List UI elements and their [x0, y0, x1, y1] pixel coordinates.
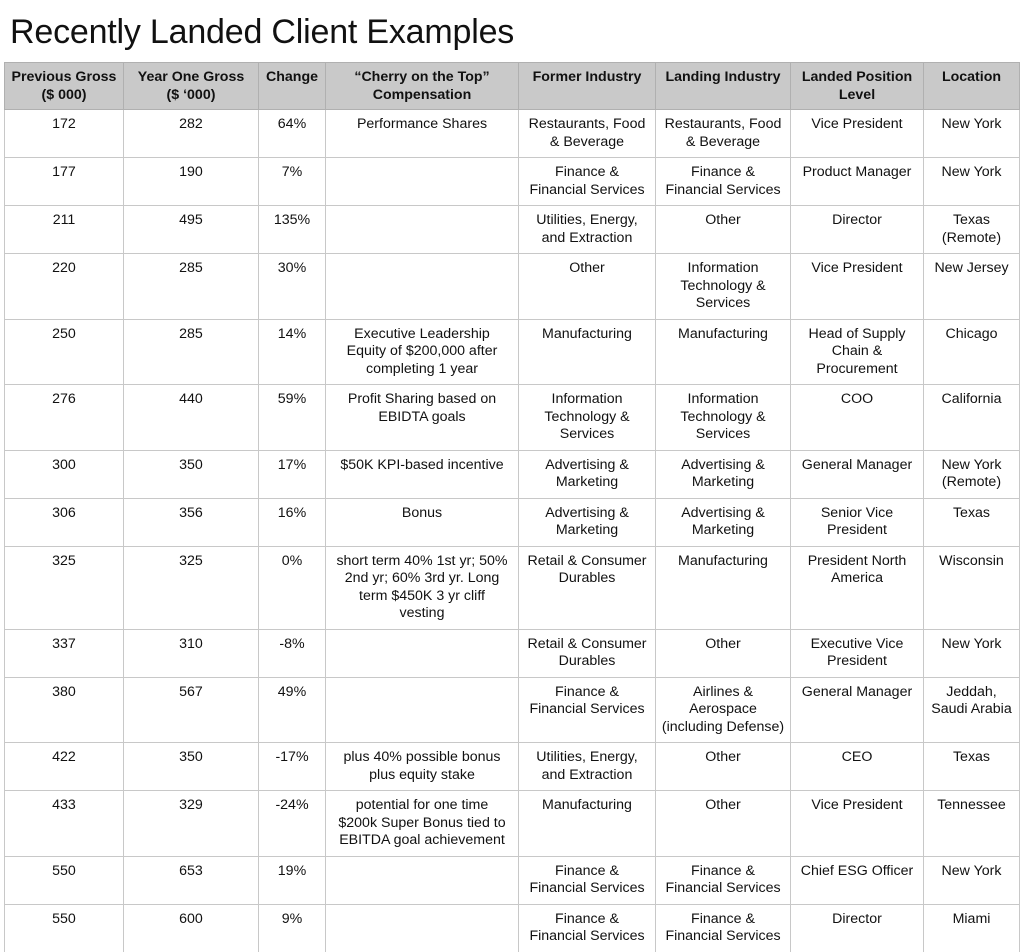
- cell-position-level: Director: [791, 206, 924, 254]
- cell-change: 64%: [259, 110, 326, 158]
- table-row: [5, 791, 1020, 857]
- cell-former-industry: Finance & Financial Services: [519, 904, 656, 952]
- table-row: [5, 450, 1020, 498]
- cell-position-level: Product Manager: [791, 158, 924, 206]
- cell-compensation: Executive Leadership Equity of $200,000 after completing 1 year: [326, 319, 519, 385]
- cell-year-one-gross: 440: [124, 385, 259, 451]
- cell-previous-gross: 177: [5, 158, 124, 206]
- cell-position-level: CEO: [791, 743, 924, 791]
- cell-year-one-gross: 567: [124, 677, 259, 743]
- cell-year-one-gross: 285: [124, 254, 259, 320]
- column-header-location: Location: [924, 63, 1020, 110]
- cell-former-industry: Utilities, Energy, and Extraction: [519, 206, 656, 254]
- cell-previous-gross: 422: [5, 743, 124, 791]
- cell-year-one-gross: 350: [124, 450, 259, 498]
- cell-previous-gross: 276: [5, 385, 124, 451]
- cell-year-one-gross: 190: [124, 158, 259, 206]
- table-row: [5, 206, 1020, 254]
- column-header-position-level: Landed Position Level: [791, 63, 924, 110]
- page-title: Recently Landed Client Examples: [10, 13, 515, 51]
- cell-position-level: Vice President: [791, 110, 924, 158]
- cell-former-industry: Advertising & Marketing: [519, 450, 656, 498]
- cell-position-level: Director: [791, 904, 924, 952]
- cell-previous-gross: 211: [5, 206, 124, 254]
- cell-location: New York (Remote): [924, 450, 1020, 498]
- cell-year-one-gross: 356: [124, 498, 259, 546]
- cell-previous-gross: 433: [5, 791, 124, 857]
- cell-landing-industry: Manufacturing: [656, 319, 791, 385]
- cell-change: 0%: [259, 546, 326, 629]
- cell-former-industry: Restaurants, Food & Beverage: [519, 110, 656, 158]
- cell-compensation: [326, 158, 519, 206]
- cell-year-one-gross: 495: [124, 206, 259, 254]
- cell-year-one-gross: 350: [124, 743, 259, 791]
- cell-change: 49%: [259, 677, 326, 743]
- cell-compensation: [326, 629, 519, 677]
- column-header-year-one-gross: Year One Gross ($ ‘000): [124, 63, 259, 110]
- cell-year-one-gross: 600: [124, 904, 259, 952]
- cell-landing-industry: Other: [656, 206, 791, 254]
- cell-previous-gross: 337: [5, 629, 124, 677]
- cell-landing-industry: Finance & Financial Services: [656, 856, 791, 904]
- cell-change: 19%: [259, 856, 326, 904]
- cell-position-level: Senior Vice President: [791, 498, 924, 546]
- cell-location: New Jersey: [924, 254, 1020, 320]
- cell-landing-industry: Advertising & Marketing: [656, 450, 791, 498]
- cell-former-industry: Retail & Consumer Durables: [519, 629, 656, 677]
- cell-landing-industry: Information Technology & Services: [656, 254, 791, 320]
- cell-former-industry: Finance & Financial Services: [519, 856, 656, 904]
- cell-previous-gross: 172: [5, 110, 124, 158]
- cell-compensation: Profit Sharing based on EBIDTA goals: [326, 385, 519, 451]
- cell-position-level: Executive Vice President: [791, 629, 924, 677]
- cell-landing-industry: Restaurants, Food & Beverage: [656, 110, 791, 158]
- cell-change: 16%: [259, 498, 326, 546]
- table-row: [5, 546, 1020, 629]
- cell-position-level: COO: [791, 385, 924, 451]
- cell-position-level: General Manager: [791, 677, 924, 743]
- cell-previous-gross: 220: [5, 254, 124, 320]
- cell-compensation: Bonus: [326, 498, 519, 546]
- cell-compensation: [326, 677, 519, 743]
- cell-previous-gross: 550: [5, 904, 124, 952]
- cell-landing-industry: Manufacturing: [656, 546, 791, 629]
- table-row: [5, 629, 1020, 677]
- client-examples-table: [4, 62, 1020, 952]
- cell-year-one-gross: 310: [124, 629, 259, 677]
- table-row: [5, 856, 1020, 904]
- cell-compensation: Performance Shares: [326, 110, 519, 158]
- cell-location: New York: [924, 629, 1020, 677]
- cell-landing-industry: Advertising & Marketing: [656, 498, 791, 546]
- cell-landing-industry: Other: [656, 743, 791, 791]
- cell-compensation: [326, 206, 519, 254]
- cell-change: 135%: [259, 206, 326, 254]
- cell-change: -24%: [259, 791, 326, 857]
- cell-landing-industry: Finance & Financial Services: [656, 904, 791, 952]
- cell-previous-gross: 380: [5, 677, 124, 743]
- cell-former-industry: Manufacturing: [519, 791, 656, 857]
- column-header-previous-gross: Previous Gross ($ 000): [5, 63, 124, 110]
- cell-compensation: short term 40% 1st yr; 50% 2nd yr; 60% 3rd yr. Long term $450K 3 yr cliff vesting: [326, 546, 519, 629]
- table-body: [5, 110, 1020, 952]
- cell-change: -17%: [259, 743, 326, 791]
- table-row: [5, 254, 1020, 320]
- cell-landing-industry: Other: [656, 791, 791, 857]
- cell-previous-gross: 325: [5, 546, 124, 629]
- cell-former-industry: Other: [519, 254, 656, 320]
- cell-previous-gross: 550: [5, 856, 124, 904]
- cell-former-industry: Utilities, Energy, and Extraction: [519, 743, 656, 791]
- cell-change: 9%: [259, 904, 326, 952]
- column-header-change: Change: [259, 63, 326, 110]
- cell-landing-industry: Airlines & Aerospace (including Defense): [656, 677, 791, 743]
- cell-position-level: Head of Supply Chain & Procurement: [791, 319, 924, 385]
- table-header-row: [5, 63, 1020, 110]
- column-header-landing-industry: Landing Industry: [656, 63, 791, 110]
- cell-compensation: $50K KPI-based incentive: [326, 450, 519, 498]
- table-row: [5, 385, 1020, 451]
- cell-change: 17%: [259, 450, 326, 498]
- cell-former-industry: Information Technology & Services: [519, 385, 656, 451]
- cell-former-industry: Retail & Consumer Durables: [519, 546, 656, 629]
- cell-position-level: General Manager: [791, 450, 924, 498]
- cell-change: 59%: [259, 385, 326, 451]
- cell-former-industry: Advertising & Marketing: [519, 498, 656, 546]
- cell-location: New York: [924, 856, 1020, 904]
- cell-former-industry: Manufacturing: [519, 319, 656, 385]
- cell-previous-gross: 306: [5, 498, 124, 546]
- table-row: [5, 904, 1020, 952]
- cell-position-level: President North America: [791, 546, 924, 629]
- cell-location: Wisconsin: [924, 546, 1020, 629]
- cell-previous-gross: 300: [5, 450, 124, 498]
- cell-change: 30%: [259, 254, 326, 320]
- cell-compensation: [326, 856, 519, 904]
- cell-position-level: Chief ESG Officer: [791, 856, 924, 904]
- cell-year-one-gross: 325: [124, 546, 259, 629]
- table-row: [5, 743, 1020, 791]
- cell-location: Jeddah, Saudi Arabia: [924, 677, 1020, 743]
- cell-position-level: Vice President: [791, 791, 924, 857]
- cell-location: Miami: [924, 904, 1020, 952]
- cell-location: New York: [924, 158, 1020, 206]
- cell-location: Texas: [924, 498, 1020, 546]
- cell-change: 7%: [259, 158, 326, 206]
- cell-year-one-gross: 282: [124, 110, 259, 158]
- column-header-former-industry: Former Industry: [519, 63, 656, 110]
- cell-location: Texas: [924, 743, 1020, 791]
- cell-compensation: potential for one time $200k Super Bonus tied to EBITDA goal achievement: [326, 791, 519, 857]
- cell-location: California: [924, 385, 1020, 451]
- cell-location: Chicago: [924, 319, 1020, 385]
- cell-year-one-gross: 653: [124, 856, 259, 904]
- table-row: [5, 110, 1020, 158]
- cell-location: Texas (Remote): [924, 206, 1020, 254]
- cell-landing-industry: Information Technology & Services: [656, 385, 791, 451]
- cell-position-level: Vice President: [791, 254, 924, 320]
- cell-change: 14%: [259, 319, 326, 385]
- cell-location: Tennessee: [924, 791, 1020, 857]
- table-row: [5, 677, 1020, 743]
- table-row: [5, 319, 1020, 385]
- cell-former-industry: Finance & Financial Services: [519, 677, 656, 743]
- cell-change: -8%: [259, 629, 326, 677]
- cell-year-one-gross: 285: [124, 319, 259, 385]
- cell-compensation: [326, 254, 519, 320]
- table-row: [5, 158, 1020, 206]
- cell-former-industry: Finance & Financial Services: [519, 158, 656, 206]
- column-header-compensation: “Cherry on the Top” Compensation: [326, 63, 519, 110]
- cell-location: New York: [924, 110, 1020, 158]
- table-row: [5, 498, 1020, 546]
- cell-year-one-gross: 329: [124, 791, 259, 857]
- cell-previous-gross: 250: [5, 319, 124, 385]
- cell-landing-industry: Finance & Financial Services: [656, 158, 791, 206]
- cell-landing-industry: Other: [656, 629, 791, 677]
- cell-compensation: [326, 904, 519, 952]
- cell-compensation: plus 40% possible bonus plus equity stake: [326, 743, 519, 791]
